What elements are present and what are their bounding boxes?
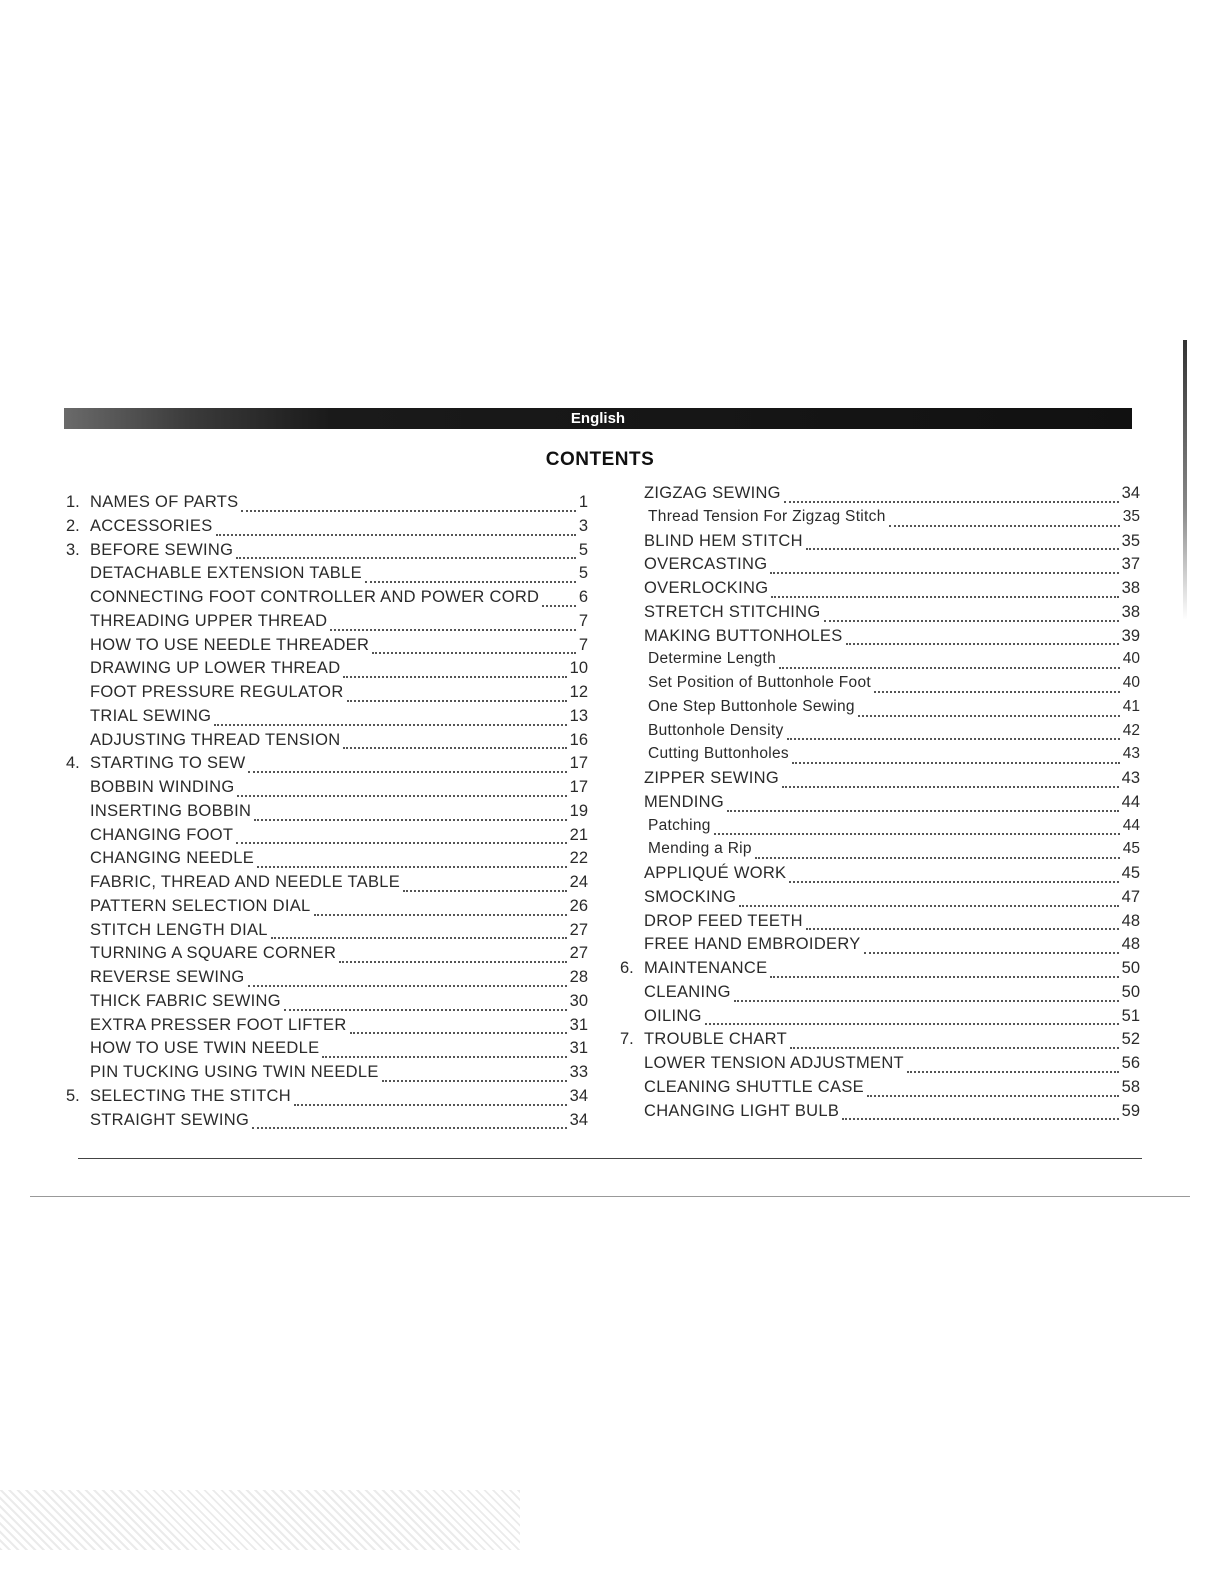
toc-entry	[620, 508, 1140, 532]
toc-entry-title: CHANGING NEEDLE	[90, 849, 255, 868]
toc-leader-dots	[403, 890, 567, 892]
toc-leader-dots	[254, 819, 566, 821]
toc-leader-dots	[770, 572, 1118, 574]
toc-entry-page: 37	[1121, 555, 1140, 574]
toc-leader-dots	[350, 1032, 567, 1034]
toc-entry	[620, 912, 1140, 936]
toc-entry-title: LOWER TENSION ADJUSTMENT	[644, 1054, 904, 1072]
toc-entry-title: SELECTING THE STITCH	[90, 1086, 291, 1105]
toc-entry	[620, 650, 1140, 674]
toc-entry-title: STRETCH STITCHING	[644, 602, 821, 621]
toc-entry-page: 35	[1121, 531, 1140, 550]
toc-entry-title: Mending a Rip	[648, 840, 752, 858]
toc-entry-page: 12	[569, 683, 588, 701]
toc-leader-dots	[734, 1000, 1119, 1002]
toc-leader-dots	[216, 534, 576, 536]
toc-leader-dots	[257, 866, 567, 868]
toc-leader-dots	[806, 928, 1119, 930]
toc-entry	[66, 1087, 588, 1111]
toc-leader-dots	[864, 952, 1119, 954]
toc-entry-page: 47	[1121, 887, 1140, 906]
toc-entry-title: MAINTENANCE	[644, 959, 768, 977]
toc-entry	[66, 992, 588, 1016]
toc-leader-dots	[842, 1118, 1118, 1120]
toc-entry-page: 58	[1121, 1077, 1140, 1096]
toc-entry-page: 43	[1122, 745, 1140, 763]
toc-leader-dots	[252, 1127, 567, 1129]
toc-entry-page: 51	[1121, 1006, 1140, 1025]
toc-entry	[620, 1102, 1140, 1126]
toc-entry-page: 16	[569, 730, 588, 749]
toc-leader-dots	[806, 548, 1119, 550]
toc-entry-title: MAKING BUTTONHOLES	[644, 626, 843, 645]
toc-entry	[620, 1030, 1140, 1054]
toc-entry	[620, 722, 1140, 746]
toc-entry-title: HOW TO USE NEEDLE THREADER	[90, 635, 370, 654]
scan-edge-mark	[1183, 340, 1187, 620]
toc-entry	[620, 674, 1140, 698]
toc-entry-page: 3	[578, 516, 588, 535]
toc-entry-title: THREADING UPPER THREAD	[90, 611, 328, 630]
toc-entry-page: 48	[1121, 911, 1140, 930]
toc-entry-title: THICK FABRIC SEWING	[90, 991, 281, 1010]
toc-entry-page: 7	[578, 611, 588, 630]
toc-entry-title: CHANGING LIGHT BULB	[644, 1101, 840, 1120]
toc-leader-dots	[784, 501, 1119, 503]
toc-leader-dots	[705, 1023, 1119, 1025]
toc-entry-title: HOW TO USE TWIN NEEDLE	[90, 1039, 320, 1058]
toc-entry-page: 30	[569, 991, 588, 1010]
toc-entry-title: OVERLOCKING	[644, 579, 769, 597]
toc-entry-title: PATTERN SELECTION DIAL	[90, 896, 311, 915]
toc-entry-title: ADJUSTING THREAD TENSION	[90, 730, 341, 749]
toc-entry	[66, 588, 588, 612]
toc-entry-page: 1	[578, 493, 588, 511]
toc-entry	[620, 817, 1140, 841]
toc-entry	[66, 873, 588, 897]
toc-entry-page: 27	[569, 920, 588, 939]
toc-entry	[620, 769, 1140, 793]
toc-entry	[620, 1078, 1140, 1102]
toc-leader-dots	[867, 1095, 1119, 1097]
toc-entry-page: 56	[1121, 1054, 1140, 1072]
toc-entry-title: TROUBLE CHART	[644, 1030, 787, 1049]
toc-entry-page: 5	[578, 540, 588, 559]
toc-leader-dots	[790, 1047, 1119, 1049]
toc-leader-dots	[714, 833, 1120, 835]
toc-entry-title: Set Position of Buttonhole Foot	[648, 674, 871, 691]
toc-entry-page: 40	[1122, 674, 1140, 691]
toc-entry-page: 21	[569, 825, 588, 844]
toc-entry-page: 10	[569, 659, 588, 678]
toc-entry-title: PIN TUCKING USING TWIN NEEDLE	[90, 1063, 379, 1081]
toc-entry	[66, 921, 588, 945]
toc-leader-dots	[343, 747, 566, 749]
toc-entry-title: INSERTING BOBBIN	[90, 801, 252, 820]
toc-entry-page: 45	[1122, 840, 1140, 858]
toc-entry-page: 24	[569, 873, 588, 891]
toc-entry-page: 35	[1122, 507, 1140, 525]
toc-entry-title: CLEANING SHUTTLE CASE	[644, 1077, 864, 1096]
toc-entry	[620, 864, 1140, 888]
toc-entry-page: 52	[1121, 1030, 1140, 1049]
toc-entry-number: 5.	[66, 1086, 80, 1105]
toc-leader-dots	[770, 976, 1118, 978]
toc-entry-number: 6.	[620, 959, 634, 977]
toc-leader-dots	[271, 937, 567, 939]
toc-entry-title: BLIND HEM STITCH	[644, 531, 803, 550]
toc-entry	[620, 1007, 1140, 1031]
toc-leader-dots	[372, 652, 576, 654]
toc-entry-page: 33	[569, 1063, 588, 1081]
toc-entry-title: Patching	[648, 816, 711, 834]
toc-entry-number: 2.	[66, 516, 80, 535]
toc-leader-dots	[314, 914, 567, 916]
toc-entry-page: 45	[1121, 864, 1140, 882]
toc-entry-title: TURNING A SQUARE CORNER	[90, 944, 337, 963]
toc-entry	[66, 897, 588, 921]
toc-entry-title: TRIAL SEWING	[90, 706, 212, 725]
toc-entry	[66, 493, 588, 517]
toc-entry	[620, 745, 1140, 769]
toc-entry-page: 22	[569, 849, 588, 868]
toc-entry	[620, 1054, 1140, 1078]
toc-leader-dots	[779, 667, 1120, 669]
toc-leader-dots	[787, 738, 1120, 740]
toc-entry-page: 43	[1121, 769, 1140, 787]
toc-leader-dots	[237, 795, 566, 797]
toc-entry-page: 48	[1121, 935, 1140, 954]
toc-entry-title: CHANGING FOOT	[90, 825, 234, 844]
toc-leader-dots	[339, 961, 566, 963]
toc-leader-dots	[771, 596, 1118, 598]
toc-entry-page: 34	[1121, 484, 1140, 502]
toc-leader-dots	[284, 1009, 567, 1011]
toc-entry-page: 17	[569, 754, 588, 773]
toc-leader-dots	[542, 605, 576, 607]
toc-leader-dots	[858, 715, 1120, 717]
toc-entry	[620, 698, 1140, 722]
toc-entry-page: 6	[578, 588, 588, 606]
toc-leader-dots	[382, 1080, 567, 1082]
toc-entry-page: 39	[1121, 626, 1140, 645]
contents-title: CONTENTS	[545, 449, 655, 470]
toc-entry-title: BOBBIN WINDING	[90, 778, 235, 796]
toc-entry-page: 44	[1121, 792, 1140, 811]
toc-entry-page: 38	[1121, 602, 1140, 621]
toc-entry	[66, 707, 588, 731]
toc-entry	[66, 683, 588, 707]
toc-leader-dots	[782, 786, 1119, 788]
toc-entry	[620, 935, 1140, 959]
toc-entry-number: 1.	[66, 493, 80, 511]
toc-entry-title: Thread Tension For Zigzag Stitch	[648, 507, 886, 525]
toc-leader-dots	[214, 724, 566, 726]
toc-entry-page: 27	[569, 944, 588, 963]
language-label: English	[570, 410, 626, 427]
toc-leader-dots	[727, 810, 1119, 812]
toc-entry-page: 38	[1121, 579, 1140, 597]
toc-entry	[620, 555, 1140, 579]
toc-entry	[66, 659, 588, 683]
toc-leader-dots	[889, 525, 1120, 527]
toc-entry-number: 3.	[66, 540, 80, 559]
toc-entry	[66, 1039, 588, 1063]
toc-entry	[66, 564, 588, 588]
toc-entry-page: 28	[569, 968, 588, 986]
toc-entry-title: BEFORE SEWING	[90, 540, 234, 559]
bottom-faint-rule	[30, 1196, 1190, 1197]
toc-entry	[620, 532, 1140, 556]
toc-entry-title: Determine Length	[648, 650, 777, 668]
toc-leader-dots	[739, 905, 1118, 907]
toc-entry-page: 59	[1121, 1101, 1140, 1120]
toc-entry	[66, 1063, 588, 1087]
toc-entry-title: ZIPPER SEWING	[644, 769, 779, 787]
toc-entry	[66, 754, 588, 778]
toc-entry-page: 41	[1122, 697, 1140, 715]
toc-entry-page: 34	[569, 1086, 588, 1105]
toc-leader-dots	[755, 857, 1120, 859]
toc-leader-dots	[330, 629, 575, 631]
toc-entry	[620, 793, 1140, 817]
toc-entry-title: EXTRA PRESSER FOOT LIFTER	[90, 1015, 347, 1034]
toc-entry-page: 50	[1121, 959, 1140, 977]
toc-entry-page: 5	[578, 564, 588, 583]
toc-entry-page: 50	[1121, 982, 1140, 1001]
toc-entry-page: 40	[1122, 650, 1140, 668]
toc-entry-title: STARTING TO SEW	[90, 754, 246, 773]
toc-entry-title: Cutting Buttonholes	[648, 745, 789, 763]
toc-leader-dots	[322, 1056, 566, 1058]
toc-entry-page: 13	[569, 706, 588, 725]
language-header-bar	[64, 408, 1132, 429]
toc-entry	[66, 1111, 588, 1135]
toc-entry	[66, 612, 588, 636]
toc-entry	[66, 778, 588, 802]
toc-entry-page: 7	[578, 635, 588, 654]
toc-entry-page: 19	[569, 801, 588, 820]
toc-leader-dots	[365, 581, 576, 583]
toc-entry-title: ZIGZAG SEWING	[644, 484, 781, 502]
scan-noise	[0, 1490, 520, 1550]
toc-leader-dots	[792, 762, 1120, 764]
bottom-rule	[78, 1158, 1142, 1159]
toc-entry	[620, 579, 1140, 603]
toc-entry	[66, 849, 588, 873]
toc-entry	[620, 888, 1140, 912]
toc-leader-dots	[874, 691, 1120, 693]
toc-leader-dots	[343, 676, 566, 678]
toc-entry	[620, 983, 1140, 1007]
toc-entry	[66, 944, 588, 968]
toc-leader-dots	[294, 1104, 567, 1106]
toc-entry	[620, 840, 1140, 864]
toc-entry-title: MENDING	[644, 792, 725, 811]
toc-entry-title: REVERSE SEWING	[90, 968, 245, 986]
toc-leader-dots	[789, 881, 1118, 883]
toc-entry	[66, 541, 588, 565]
toc-leader-dots	[824, 620, 1119, 622]
toc-entry-title: CONNECTING FOOT CONTROLLER AND POWER CORD	[90, 588, 540, 606]
toc-entry-page: 44	[1122, 816, 1140, 834]
toc-entry	[620, 959, 1140, 983]
toc-leader-dots	[846, 643, 1119, 645]
toc-entry	[66, 802, 588, 826]
toc-leader-dots	[907, 1071, 1119, 1073]
toc-entry	[66, 1016, 588, 1040]
toc-entry	[66, 636, 588, 660]
toc-entry	[66, 731, 588, 755]
toc-entry-page: 26	[569, 896, 588, 915]
toc-entry-title: NAMES OF PARTS	[90, 493, 239, 511]
toc-leader-dots	[236, 842, 566, 844]
toc-entry-title: Buttonhole Density	[648, 721, 784, 739]
toc-entry-page: 17	[569, 778, 588, 796]
toc-entry-title: DRAWING UP LOWER THREAD	[90, 659, 341, 678]
toc-entry-title: STITCH LENGTH DIAL	[90, 920, 268, 939]
toc-left-column	[66, 493, 588, 1134]
toc-entry-title: APPLIQUÉ WORK	[644, 864, 787, 882]
toc-entry-number: 7.	[620, 1030, 634, 1049]
toc-entry-page: 34	[569, 1110, 588, 1129]
toc-entry	[620, 484, 1140, 508]
toc-entry-title: CLEANING	[644, 982, 731, 1001]
toc-entry	[66, 517, 588, 541]
toc-entry-page: 31	[569, 1015, 588, 1034]
toc-entry-title: One Step Buttonhole Sewing	[648, 697, 855, 715]
toc-entry	[66, 826, 588, 850]
toc-entry	[66, 968, 588, 992]
toc-entry-title: FREE HAND EMBROIDERY	[644, 935, 861, 954]
toc-leader-dots	[248, 771, 566, 773]
toc-entry-title: FABRIC, THREAD AND NEEDLE TABLE	[90, 873, 401, 891]
toc-entry-title: SMOCKING	[644, 887, 737, 906]
toc-entry-page: 31	[569, 1039, 588, 1058]
toc-leader-dots	[241, 510, 575, 512]
toc-leader-dots	[347, 700, 567, 702]
toc-entry-title: STRAIGHT SEWING	[90, 1110, 250, 1129]
toc-entry-number: 4.	[66, 754, 80, 773]
toc-entry-title: OILING	[644, 1006, 702, 1025]
toc-entry-page: 42	[1122, 721, 1140, 739]
toc-entry	[620, 627, 1140, 651]
toc-entry-title: DETACHABLE EXTENSION TABLE	[90, 564, 362, 583]
toc-leader-dots	[236, 557, 576, 559]
toc-entry-title: DROP FEED TEETH	[644, 911, 803, 930]
toc-entry-title: OVERCASTING	[644, 555, 768, 574]
toc-entry	[620, 603, 1140, 627]
toc-entry-title: FOOT PRESSURE REGULATOR	[90, 683, 344, 701]
toc-leader-dots	[248, 985, 567, 987]
toc-entry-title: ACCESSORIES	[90, 516, 213, 535]
toc-right-column	[620, 484, 1140, 1125]
